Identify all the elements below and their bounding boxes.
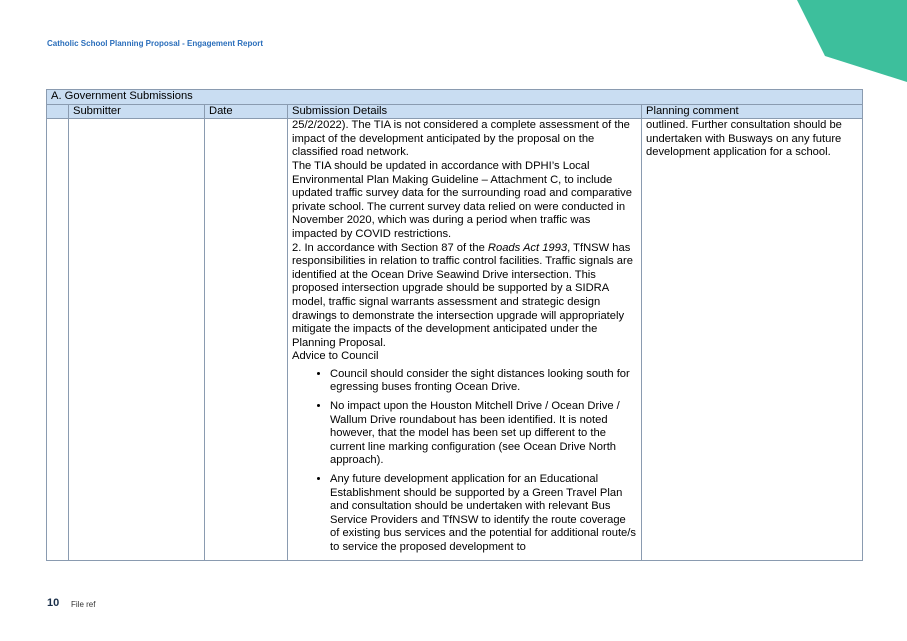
file-ref: File ref (71, 600, 96, 609)
list-item: • Any future development application for an Educational Establishment should be supported by a Green Travel Plan and consultation should be undertaken with relevant Bus Service Providers and TfNSW to identify the route coverage of existing bus services and the potential for additional route/s to service the proposed development to (330, 473, 637, 555)
header-blank-cell (47, 104, 69, 119)
header-row (47, 104, 863, 119)
details-paragraph-3 (292, 242, 637, 351)
list-item: • Council should consider the sight distances looking south for egressing buses fronting Ocean Drive. (330, 368, 637, 395)
details-text: , TfNSW has responsibilities in relation to traffic control facilities. Traffic signals are identified at the Ocean Drive Seawind Drive intersection. This proposed intersection upgrade should be supported by a SIDRA model, traffic signal warrants assessment and strategic design drawings to demonstrate the intersection upgrade will appropriately mitigate the impacts of the development anticipated under the Planning Proposal. (292, 241, 633, 349)
corner-decoration (797, 0, 907, 90)
header-submitter: Submitter (69, 104, 205, 119)
submissions-table (46, 89, 863, 561)
advice-heading: Advice to Council (292, 350, 379, 363)
report-title: Catholic School Planning Proposal - Engagement Report (47, 39, 264, 48)
act-name: Roads Act 1993 (487, 241, 568, 254)
page-number: 10 (47, 597, 60, 609)
submitter-cell (69, 119, 205, 560)
header-submission-details: Submission Details (288, 104, 642, 119)
details-text: 2. In accordance with Section 87 of the (292, 241, 488, 254)
section-row (47, 90, 863, 105)
section-title: A. Government Submissions (47, 90, 863, 105)
header-date: Date (205, 104, 288, 119)
list-item: • No impact upon the Houston Mitchell Drive / Ocean Drive / Wallum Drive roundabout has been identified. It is noted however, that the model has been set up different to the current line marking configuration (see Ocean Drive North approach). (330, 400, 637, 468)
date-cell (205, 119, 288, 560)
details-paragraph-1: 25/2/2022). The TIA is not considered a complete assessment of the impact of the development anticipated by the proposal on the classified road network. (292, 119, 630, 159)
details-paragraph-2: The TIA should be updated in accordance with DPHI’s Local Environmental Plan Making Guideline – Attachment C, to include updated traffic survey data for the surrounding road and comparative private school. The current survey data relied on were conducted in November 2020, which was during a period when traffic was impacted by COVID restrictions. (292, 159, 632, 240)
blank-cell (47, 119, 69, 560)
planning-comment-cell: outlined. Further consultation should be undertaken with Busways on any future development application for a school. (642, 119, 863, 560)
table-row (47, 119, 863, 560)
submission-details-cell (288, 119, 642, 560)
advice-list (292, 368, 637, 555)
header-planning-comment: Planning comment (642, 104, 863, 119)
